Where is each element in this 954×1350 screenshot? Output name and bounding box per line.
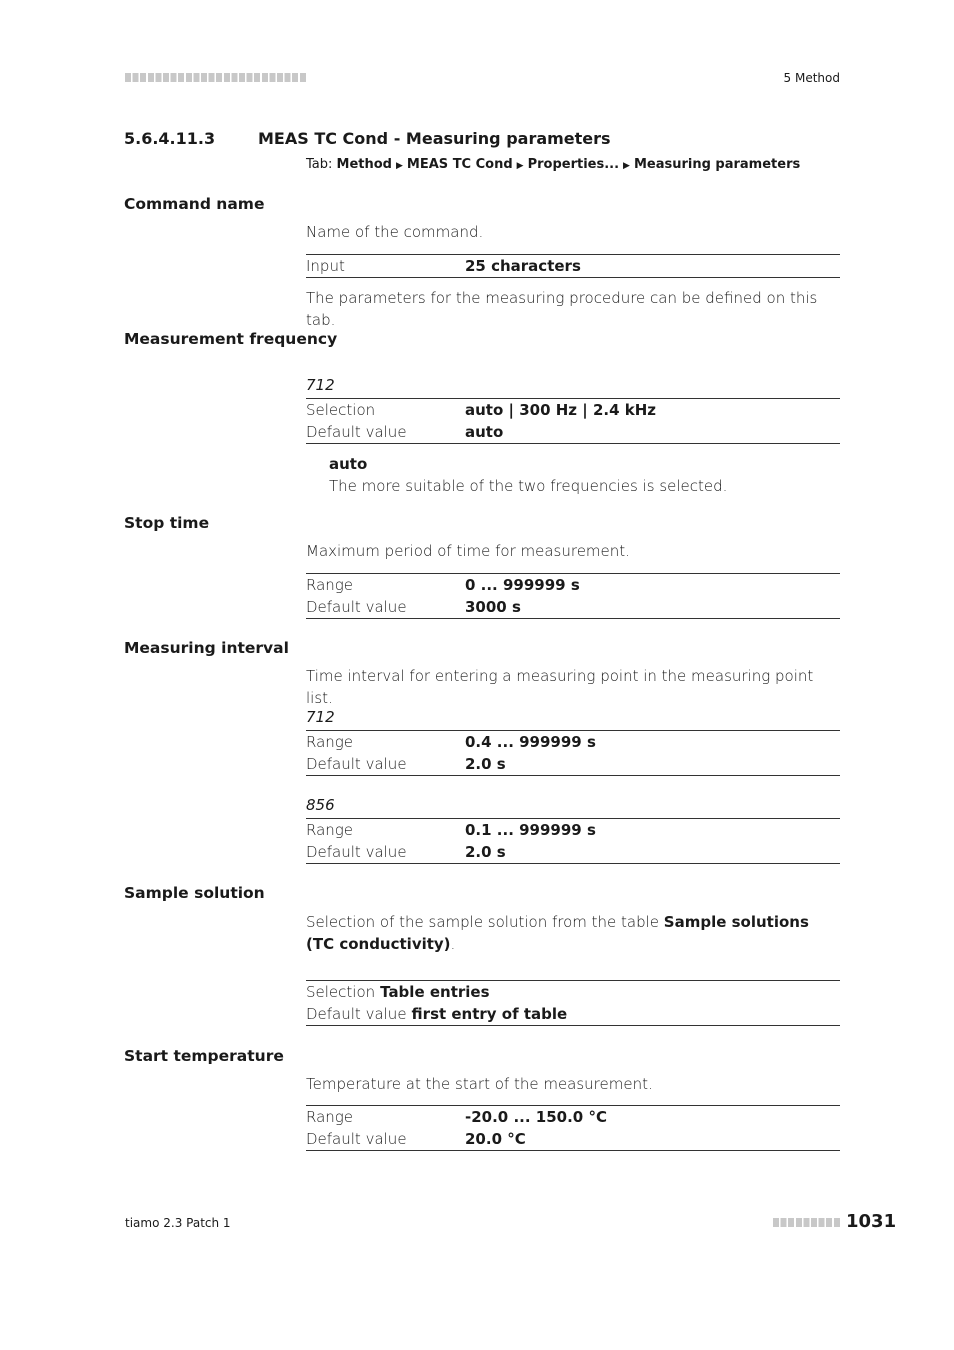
table-row: Default value 2.0 s: [306, 755, 506, 773]
header-decoration: [125, 73, 307, 82]
table-row: Default value 3000 s: [306, 598, 521, 616]
heading-start-temperature: Start temperature: [124, 1047, 284, 1065]
measuring-interval-table-856: [306, 818, 840, 864]
tab-prefix: Tab:: [306, 157, 333, 172]
table-row: Selection auto | 300 Hz | 2.4 kHz: [306, 401, 656, 419]
stop-time-description: Maximum period of time for measurement.: [306, 542, 630, 560]
table-row: Default value auto: [306, 423, 504, 441]
section-number: 5.6.4.11.3: [124, 129, 216, 148]
tab-path: [306, 157, 800, 172]
table-row: Default value 20.0 °C: [306, 1130, 526, 1148]
triangle-right-icon: ▶: [623, 161, 630, 171]
measurement-frequency-table: [306, 398, 840, 444]
heading-measurement-frequency: Measurement frequency: [124, 330, 338, 348]
triangle-right-icon: ▶: [516, 161, 524, 171]
instrument-model: 712: [306, 376, 335, 394]
table-row: Range -20.0 ... 150.0 °C: [306, 1108, 607, 1126]
table-row: Range 0 ... 999999 s: [306, 576, 580, 594]
table-row: Default value 2.0 s: [306, 843, 506, 861]
start-temperature-table: [306, 1105, 840, 1151]
start-temperature-description: Temperature at the start of the measurement.: [306, 1075, 653, 1093]
footer-decoration: [773, 1218, 840, 1227]
measuring-interval-description: Time interval for entering a measuring point in the measuring point list.: [306, 667, 814, 707]
page-number: 1031: [846, 1211, 897, 1232]
table-row: Range 0.1 ... 999999 s: [306, 821, 596, 839]
command-name-table: [306, 254, 840, 278]
heading-measuring-interval: Measuring interval: [124, 639, 289, 657]
command-name-description: Name of the command.: [306, 223, 484, 241]
tab-path-item: Measuring parameters: [633, 157, 801, 172]
stop-time-table: [306, 573, 840, 619]
table-row: Selection Table entries: [306, 983, 490, 1001]
sample-solution-description: Selection of the sample solution from the table Sample solutions (TC conductivity).: [306, 913, 809, 953]
heading-stop-time: Stop time: [124, 514, 210, 532]
section-title: MEAS TC Cond - Measuring parameters: [258, 129, 611, 148]
heading-sample-solution: Sample solution: [124, 884, 265, 902]
tab-path-item: MEAS TC Cond: [406, 157, 513, 172]
sample-solution-table: [306, 980, 840, 1026]
option-definition: The more suitable of the two frequencies is selected.: [329, 477, 728, 495]
table-row: Range 0.4 ... 999999 s: [306, 733, 596, 751]
instrument-model: 856: [306, 796, 335, 814]
table-row: Input 25 characters: [306, 257, 581, 275]
tab-path-item: Method: [336, 157, 392, 172]
table-row: Default value first entry of table: [306, 1005, 568, 1023]
header-section: 5 Method: [783, 71, 840, 85]
triangle-right-icon: ▶: [396, 161, 403, 171]
heading-command-name: Command name: [124, 195, 265, 213]
tab-path-item: Properties...: [527, 157, 620, 172]
table-reference: Sample solutions (TC conductivity): [306, 913, 809, 953]
option-term: auto: [329, 455, 368, 473]
tab-intro-text: The parameters for the measuring procedure can be defined on this tab.: [306, 289, 818, 329]
instrument-model: 712: [306, 708, 335, 726]
measuring-interval-table-712: [306, 730, 840, 776]
footer-product: tiamo 2.3 Patch 1: [125, 1216, 231, 1230]
